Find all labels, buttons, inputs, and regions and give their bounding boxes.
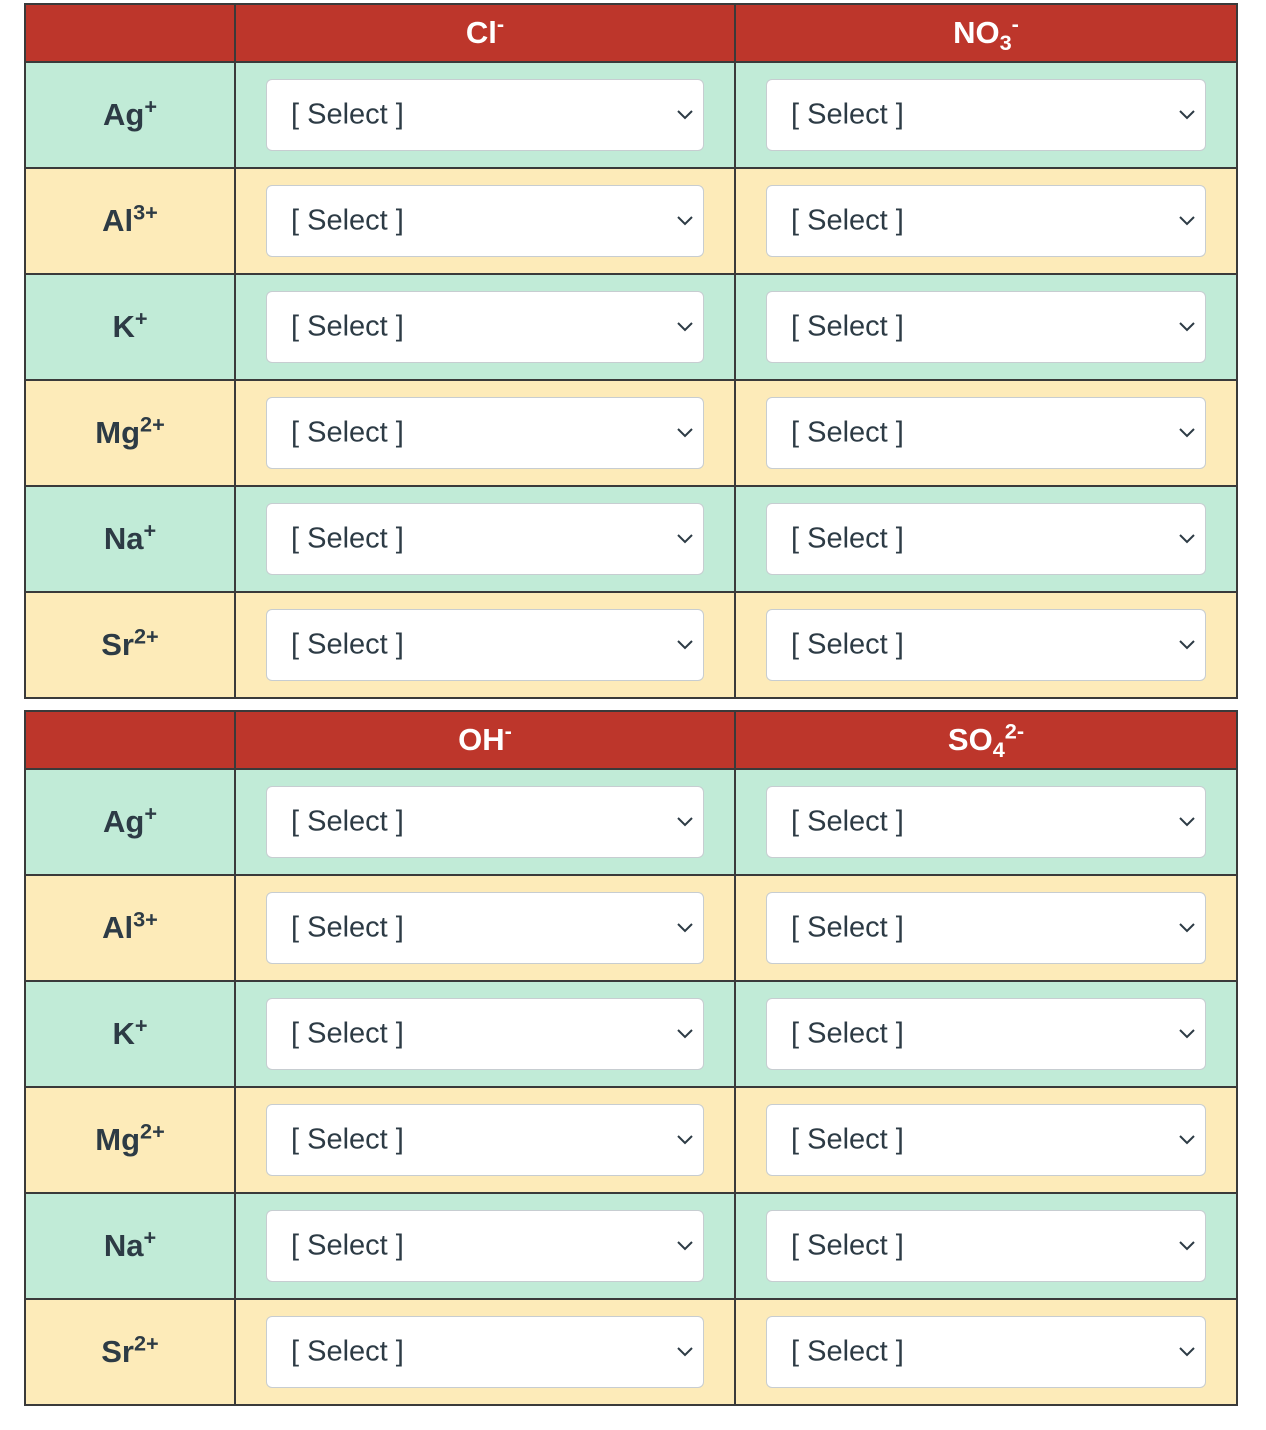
answer-cell [235, 1193, 735, 1299]
table-row [25, 1193, 1237, 1299]
anion-header: Cl- [235, 4, 735, 62]
answer-cell [735, 62, 1237, 168]
chevron-down-icon [1179, 640, 1195, 650]
solubility-table-1 [24, 3, 1238, 699]
cation-label: Na+ [25, 486, 235, 592]
table-row [25, 486, 1237, 592]
chevron-down-icon [677, 1241, 693, 1251]
answer-cell [735, 168, 1237, 274]
answer-dropdown[interactable]: [ Select ] [766, 291, 1206, 363]
answer-dropdown[interactable]: [ Select ] [266, 79, 704, 151]
answer-cell [735, 981, 1237, 1087]
answer-cell [235, 592, 735, 698]
table-row [25, 981, 1237, 1087]
chevron-down-icon [1179, 322, 1195, 332]
table-row [25, 380, 1237, 486]
chevron-down-icon [677, 1347, 693, 1357]
answer-dropdown[interactable]: [ Select ] [266, 609, 704, 681]
answer-cell [735, 875, 1237, 981]
chevron-down-icon [1179, 1347, 1195, 1357]
answer-cell [735, 769, 1237, 875]
cation-label: $Mg^{2+}$ [25, 1087, 235, 1193]
answer-cell [235, 380, 735, 486]
cation-label: K+ [25, 981, 235, 1087]
cation-label: Ag+ [25, 769, 235, 875]
table-row [25, 274, 1237, 380]
answer-cell [235, 1087, 735, 1193]
chevron-down-icon [1179, 216, 1195, 226]
answer-dropdown[interactable]: [ Select ] [766, 609, 1206, 681]
answer-dropdown[interactable]: [ Select ] [766, 185, 1206, 257]
chevron-down-icon [677, 923, 693, 933]
chevron-down-icon [1179, 110, 1195, 120]
header-row [25, 4, 1237, 62]
chevron-down-icon [1179, 1029, 1195, 1039]
answer-dropdown[interactable]: [ Select ] [266, 786, 704, 858]
chevron-down-icon [1179, 1135, 1195, 1145]
chevron-down-icon [1179, 534, 1195, 544]
chevron-down-icon [1179, 428, 1195, 438]
answer-dropdown[interactable]: [ Select ] [766, 1104, 1206, 1176]
header-corner [25, 711, 235, 769]
answer-cell [235, 769, 735, 875]
answer-dropdown[interactable]: [ Select ] [266, 1104, 704, 1176]
chevron-down-icon [677, 322, 693, 332]
header-row [25, 711, 1237, 769]
table-row [25, 769, 1237, 875]
cation-label: $Al^{3+}$ [25, 875, 235, 981]
chevron-down-icon [677, 1029, 693, 1039]
answer-cell [735, 592, 1237, 698]
answer-cell [235, 62, 735, 168]
anion-header: OH- [235, 711, 735, 769]
header-corner [25, 4, 235, 62]
answer-dropdown[interactable]: [ Select ] [766, 503, 1206, 575]
answer-dropdown[interactable]: [ Select ] [266, 185, 704, 257]
answer-cell [235, 1299, 735, 1405]
table-row [25, 168, 1237, 274]
answer-cell [735, 1299, 1237, 1405]
table-row [25, 1299, 1237, 1405]
answer-dropdown[interactable]: [ Select ] [766, 1316, 1206, 1388]
cation-label: $Mg^{2+}$ [25, 380, 235, 486]
answer-cell [735, 1193, 1237, 1299]
table-row [25, 592, 1237, 698]
answer-dropdown[interactable]: [ Select ] [766, 397, 1206, 469]
solubility-table-2 [24, 710, 1238, 1406]
chevron-down-icon [677, 817, 693, 827]
cation-label: Na+ [25, 1193, 235, 1299]
chevron-down-icon [677, 640, 693, 650]
table-row [25, 1087, 1237, 1193]
answer-dropdown[interactable]: [ Select ] [266, 998, 704, 1070]
chevron-down-icon [1179, 817, 1195, 827]
answer-dropdown[interactable]: [ Select ] [266, 892, 704, 964]
answer-dropdown[interactable]: [ Select ] [766, 998, 1206, 1070]
answer-dropdown[interactable]: [ Select ] [266, 503, 704, 575]
chevron-down-icon [677, 216, 693, 226]
answer-cell [235, 875, 735, 981]
answer-cell [735, 380, 1237, 486]
answer-cell [235, 981, 735, 1087]
cation-label: K+ [25, 274, 235, 380]
answer-cell [735, 486, 1237, 592]
cation-label: $Sr^{2+}$ [25, 1299, 235, 1405]
anion-header: $NO_3^-$ [735, 4, 1237, 62]
answer-cell [735, 1087, 1237, 1193]
answer-cell [235, 274, 735, 380]
cation-label: $Sr^{2+}$ [25, 592, 235, 698]
answer-dropdown[interactable]: [ Select ] [266, 397, 704, 469]
chevron-down-icon [1179, 1241, 1195, 1251]
table-row [25, 875, 1237, 981]
chevron-down-icon [677, 110, 693, 120]
cation-label: $Al^{3+}$ [25, 168, 235, 274]
cation-label: Ag+ [25, 62, 235, 168]
answer-dropdown[interactable]: [ Select ] [766, 892, 1206, 964]
anion-header: $SO_4^{2-}$ [735, 711, 1237, 769]
answer-dropdown[interactable]: [ Select ] [266, 1210, 704, 1282]
table-row [25, 62, 1237, 168]
answer-dropdown[interactable]: [ Select ] [766, 79, 1206, 151]
answer-dropdown[interactable]: [ Select ] [266, 1316, 704, 1388]
answer-cell [235, 168, 735, 274]
chevron-down-icon [677, 534, 693, 544]
answer-cell [235, 486, 735, 592]
chevron-down-icon [677, 1135, 693, 1145]
answer-dropdown[interactable]: [ Select ] [266, 291, 704, 363]
answer-cell [735, 274, 1237, 380]
chevron-down-icon [677, 428, 693, 438]
answer-dropdown[interactable]: [ Select ] [766, 1210, 1206, 1282]
chevron-down-icon [1179, 923, 1195, 933]
answer-dropdown[interactable]: [ Select ] [766, 786, 1206, 858]
